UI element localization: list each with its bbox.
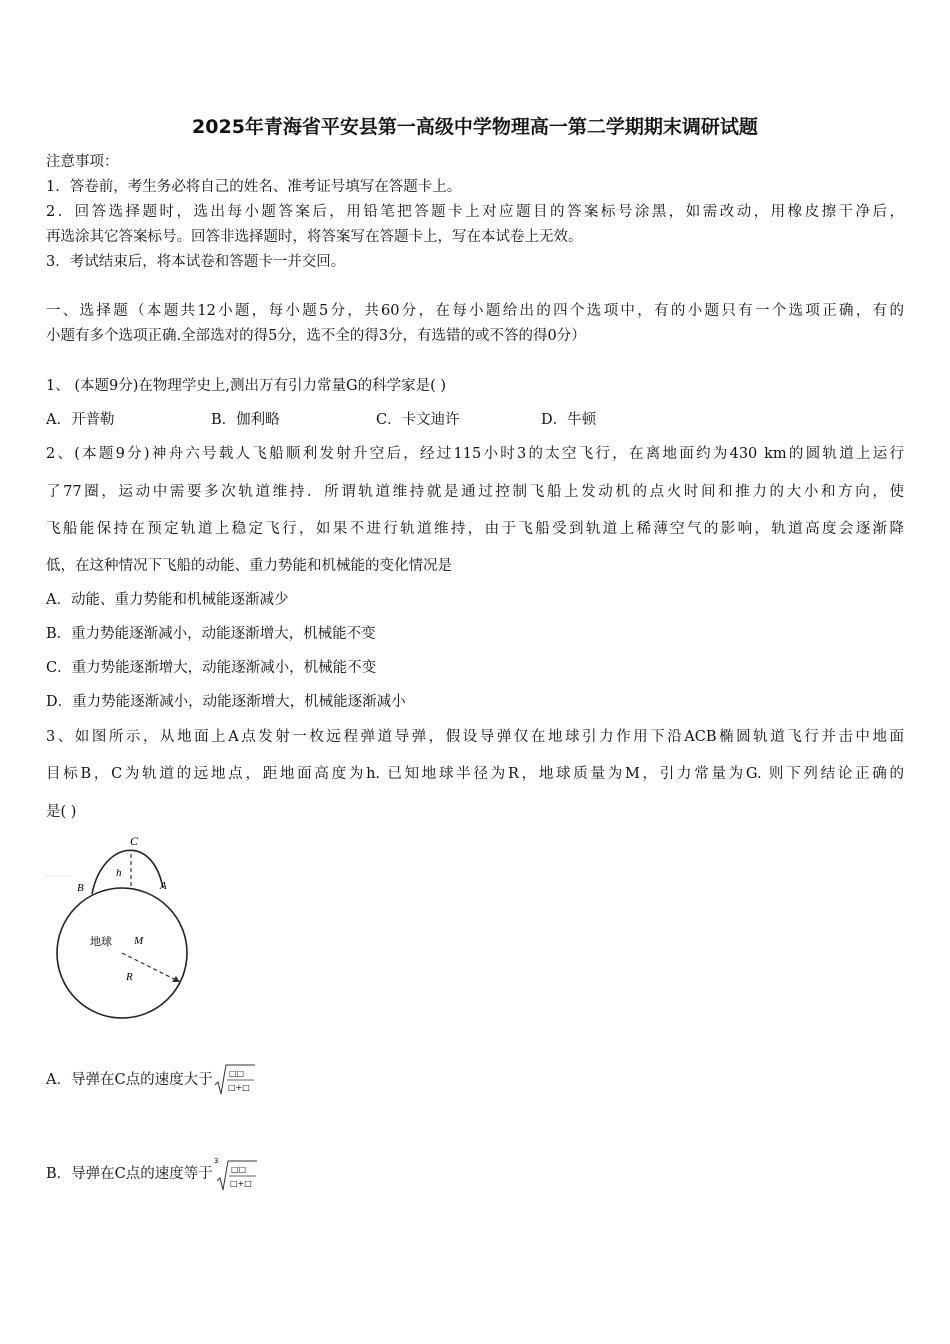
- notice-heading: 注意事项：: [46, 154, 119, 170]
- question-2-line-4: 低，在这种情况下飞船的动能、重力势能和机械能的变化情况是: [46, 558, 452, 574]
- q1-option-c: C．卡文迪许: [376, 412, 460, 428]
- notice-item-2-line-1: 2．回答选择题时，选出每小题答案后，用铅笔把答题卡上对应题目的答案标号涂黑，如需改动，用橡皮擦干净后，: [46, 204, 904, 220]
- label-c: C: [130, 834, 139, 848]
- question-3-line-2: 目标B，C为轨道的远地点，距地面高度为h. 已知地球半径为R，地球质量为M，引力常量为G. 则下列结论正确的: [46, 766, 904, 782]
- label-earth: 地球: [90, 935, 112, 948]
- q3-option-a: [46, 1063, 256, 1097]
- label-b: B: [77, 882, 84, 894]
- notice-item-3: 3．考试结束后，将本试卷和答题卡一并交回。: [46, 254, 346, 270]
- label-m: M: [134, 935, 144, 947]
- root-index: 3: [213, 1157, 219, 1165]
- question-3-line-3: 是( ): [46, 804, 77, 820]
- earth-orbit-diagram: [42, 832, 192, 1022]
- q1-option-d: D．牛顿: [541, 412, 597, 428]
- q1-option-b: B．伽利略: [211, 412, 280, 428]
- notice-item-2-line-2: 再选涂其它答案标号。回答非选择题时，将答案写在答题卡上，写在本试卷上无效。: [46, 229, 583, 245]
- sqrt-a-numerator: □□: [228, 1069, 244, 1078]
- page-title: 2025年青海省平安县第一高级中学物理高一第二学期期末调研试题: [192, 116, 758, 138]
- question-2-line-3: 飞船能保持在预定轨道上稳定飞行，如果不进行轨道维持，由于飞船受到轨道上稀薄空气的影响，轨道高度会逐渐降: [46, 521, 904, 537]
- q1-option-a: A．开普勒: [46, 412, 115, 428]
- question-2-line-2: 了77圈，运动中需要多次轨道维持．所谓轨道维持就是通过控制飞船上发动机的点火时间和推力的大小和方向，使: [46, 484, 904, 500]
- sqrt-b-denominator: □+□: [229, 1179, 252, 1188]
- question-1-options: [46, 411, 596, 429]
- q2-option-b: B．重力势能逐渐减小，动能逐渐增大，机械能不变: [46, 626, 376, 642]
- section-heading-line-1: 一、选择题（本题共12小题，每小题5分，共60分，在每小题给出的四个选项中，有的小题只有一个选项正确，有的: [46, 303, 904, 319]
- question-3-line-1: 3、如图所示，从地面上A点发射一枚远程弹道导弹，假设导弹仅在地球引力作用下沿ACB椭圆轨道飞行并击中地面: [46, 729, 904, 745]
- sqrt-a-denominator: □+□: [227, 1083, 250, 1092]
- q3-option-a-text: A．导弹在C点的速度大于: [46, 1072, 213, 1088]
- section-heading-line-2: 小题有多个选项正确.全部选对的得5分，选不全的得3分，有选错的或不答的得0分）: [46, 328, 586, 344]
- q3-option-b: [46, 1155, 258, 1193]
- label-h: h: [116, 867, 122, 879]
- question-2-line-1: 2、(本题9分)神舟六号载人飞船顺利发射升空后，经过115小时3的太空飞行，在离地面约为430 km的圆轨道上运行: [46, 446, 904, 462]
- sqrt-b-numerator: □□: [230, 1165, 246, 1174]
- label-a: A: [160, 880, 167, 892]
- q3-option-b-text: B．导弹在C点的速度等于: [46, 1166, 213, 1182]
- sqrt-formula-a: [214, 1063, 256, 1097]
- q2-option-d: D．重力势能逐渐减小，动能逐渐增大，机械能逐渐减小: [46, 694, 406, 710]
- sqrt-formula-b: [214, 1155, 258, 1193]
- q2-option-a: A．动能、重力势能和机械能逐渐减少: [46, 592, 289, 608]
- q2-option-c: C．重力势能逐渐增大，动能逐渐减小，机械能不变: [46, 660, 377, 676]
- question-1-stem: 1、 (本题9分)在物理学史上,测出万有引力常量G的科学家是( ): [46, 378, 446, 394]
- notice-item-1: 1．答卷前，考生务必将自己的姓名、准考证号填写在答题卡上。: [46, 179, 462, 195]
- label-r: R: [126, 971, 133, 983]
